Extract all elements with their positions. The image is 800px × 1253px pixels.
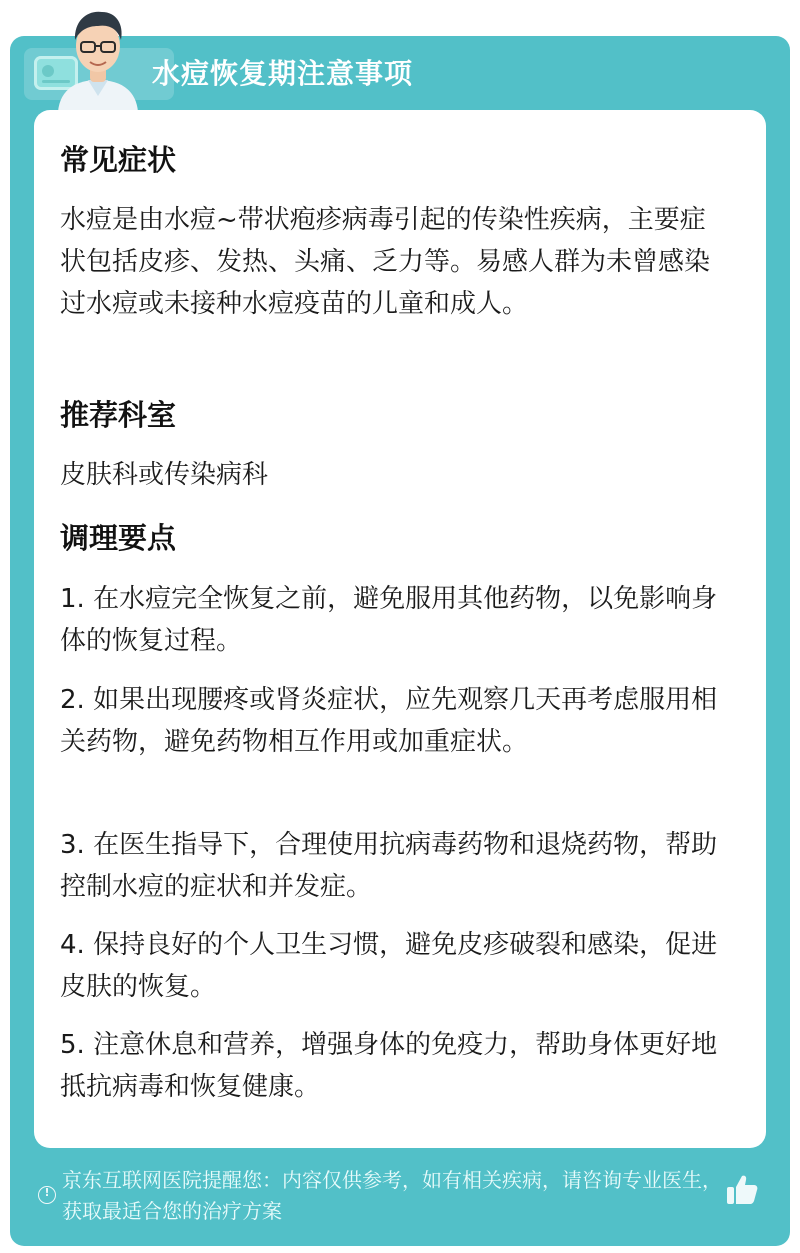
symptoms-paragraph: 水痘是由水痘~带状疱疹病毒引起的传染性疾病，主要症状包括皮疹、发热、头痛、乏力等。易感人群为未曾感染过水痘或未接种水痘疫苗的儿童和成人。 xyxy=(60,205,711,319)
department-paragraph: 皮肤科或传染病科 xyxy=(60,460,269,490)
thumbs-up-icon[interactable] xyxy=(724,1172,760,1208)
care-item-4: 4. 保持良好的个人卫生习惯，避免皮疹破裂和感染，促进皮肤的恢复。 xyxy=(60,930,718,1002)
section-heading-department: 推荐科室 xyxy=(60,398,177,432)
section-heading-care: 调理要点 xyxy=(60,521,177,555)
care-item-2: 2. 如果出现腰疼或肾炎症状，应先观察几天再考虑服用相关药物，避免药物相互作用或加重症状。 xyxy=(60,685,718,757)
care-item-5: 5. 注意休息和营养，增强身体的免疫力，帮助身体更好地抵抗病毒和恢复健康。 xyxy=(60,1030,718,1102)
info-icon xyxy=(38,1186,56,1204)
page-title: 水痘恢复期注意事项 xyxy=(152,57,414,90)
footer-disclaimer: 京东互联网医院提醒您：内容仅供参考，如有相关疾病，请咨询专业医生，获取最适合您的治疗方案 xyxy=(62,1168,722,1223)
care-item-1: 1. 在水痘完全恢复之前，避免服用其他药物，以免影响身体的恢复过程。 xyxy=(60,584,718,656)
care-item-3: 3. 在医生指导下，合理使用抗病毒药物和退烧药物，帮助控制水痘的症状和并发症。 xyxy=(60,830,718,902)
section-heading-symptoms: 常见症状 xyxy=(60,143,177,177)
doctor-avatar xyxy=(48,0,148,112)
